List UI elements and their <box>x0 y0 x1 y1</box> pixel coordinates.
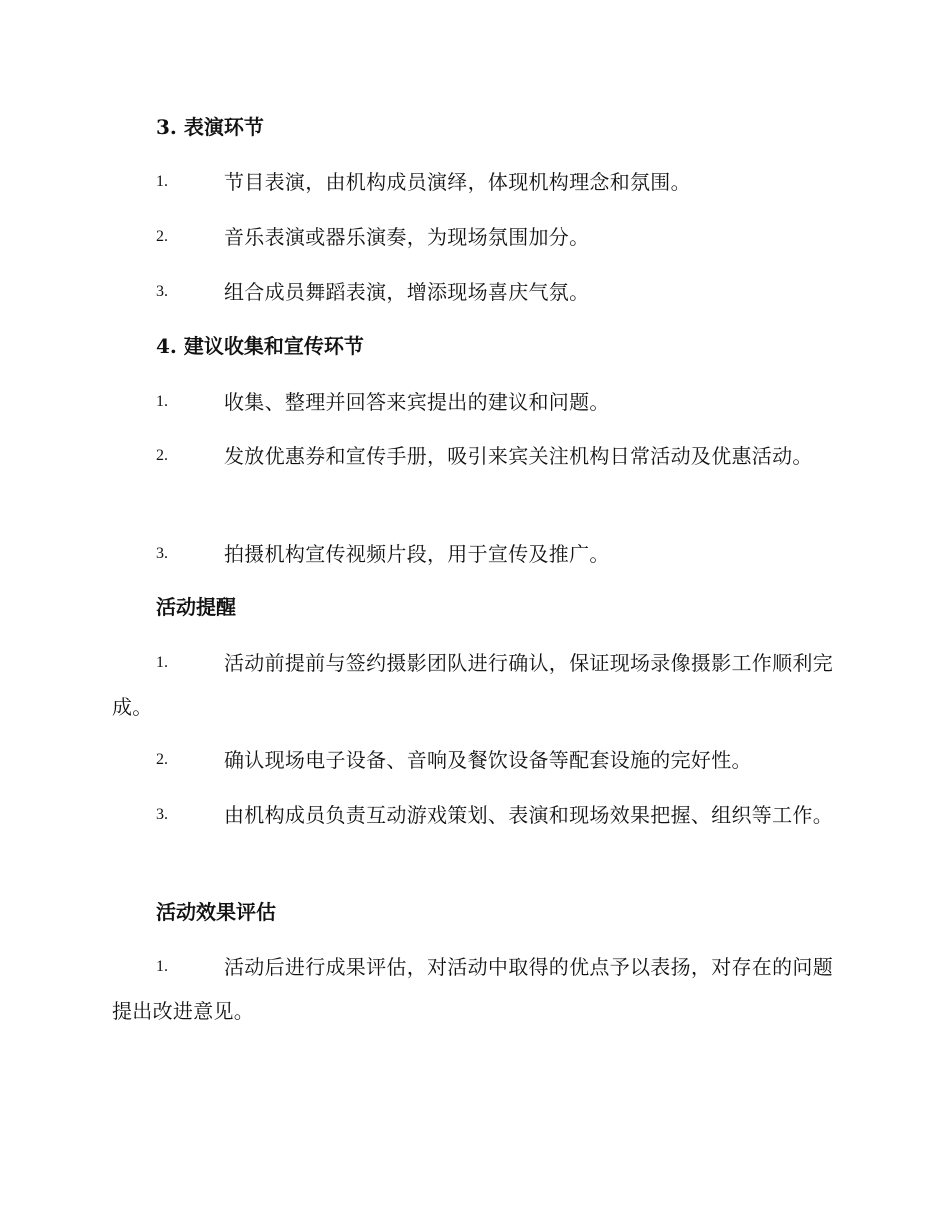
list-item-number: 3. <box>156 545 168 562</box>
list-item <box>112 532 834 576</box>
list-item-number: 1. <box>156 173 168 190</box>
list-item-text: 音乐表演或器乐演奏，为现场氛围加分。 <box>224 225 590 249</box>
section-heading-evaluation: 活动效果评估 <box>156 900 276 924</box>
section-heading-reminders: 活动提醒 <box>156 595 236 619</box>
list-item-text: 组合成员舞蹈表演，增添现场喜庆气氛。 <box>224 280 590 304</box>
list-item-number: 1. <box>156 654 168 671</box>
list-item <box>112 434 834 478</box>
section-heading-performance: 3. 表演环节 <box>156 115 264 139</box>
list-item <box>112 793 834 837</box>
list-item-text: 确认现场电子设备、音响及餐饮设备等配套设施的完好性。 <box>224 748 752 772</box>
list-item <box>112 738 834 782</box>
list-item <box>112 215 834 259</box>
list-item <box>112 160 834 204</box>
list-item-number: 3. <box>156 283 168 300</box>
list-item-number: 1. <box>156 393 168 410</box>
list-item-number: 1. <box>156 958 168 975</box>
list-item-number: 3. <box>156 806 168 823</box>
list-item <box>112 945 834 1033</box>
list-item-text: 收集、整理并回答来宾提出的建议和问题。 <box>224 390 610 414</box>
list-item-number: 2. <box>156 228 168 245</box>
list-item-text: 活动后进行成果评估，对活动中取得的优点予以表扬，对存在的问题提出改进意见。 <box>112 955 833 1023</box>
list-item-number: 2. <box>156 751 168 768</box>
section-heading-feedback: 4. 建议收集和宣传环节 <box>156 334 364 358</box>
list-item-text: 由机构成员负责互动游戏策划、表演和现场效果把握、组织等工作。 <box>224 803 833 827</box>
list-item <box>112 380 834 424</box>
list-item <box>112 641 834 729</box>
list-item <box>112 270 834 314</box>
list-item-text: 拍摄机构宣传视频片段，用于宣传及推广。 <box>224 542 610 566</box>
list-item-text: 活动前提前与签约摄影团队进行确认，保证现场录像摄影工作顺利完成。 <box>112 651 833 719</box>
list-item-number: 2. <box>156 447 168 464</box>
list-item-text: 发放优惠券和宣传手册，吸引来宾关注机构日常活动及优惠活动。 <box>224 444 813 468</box>
list-item-text: 节目表演，由机构成员演绎，体现机构理念和氛围。 <box>224 170 691 194</box>
